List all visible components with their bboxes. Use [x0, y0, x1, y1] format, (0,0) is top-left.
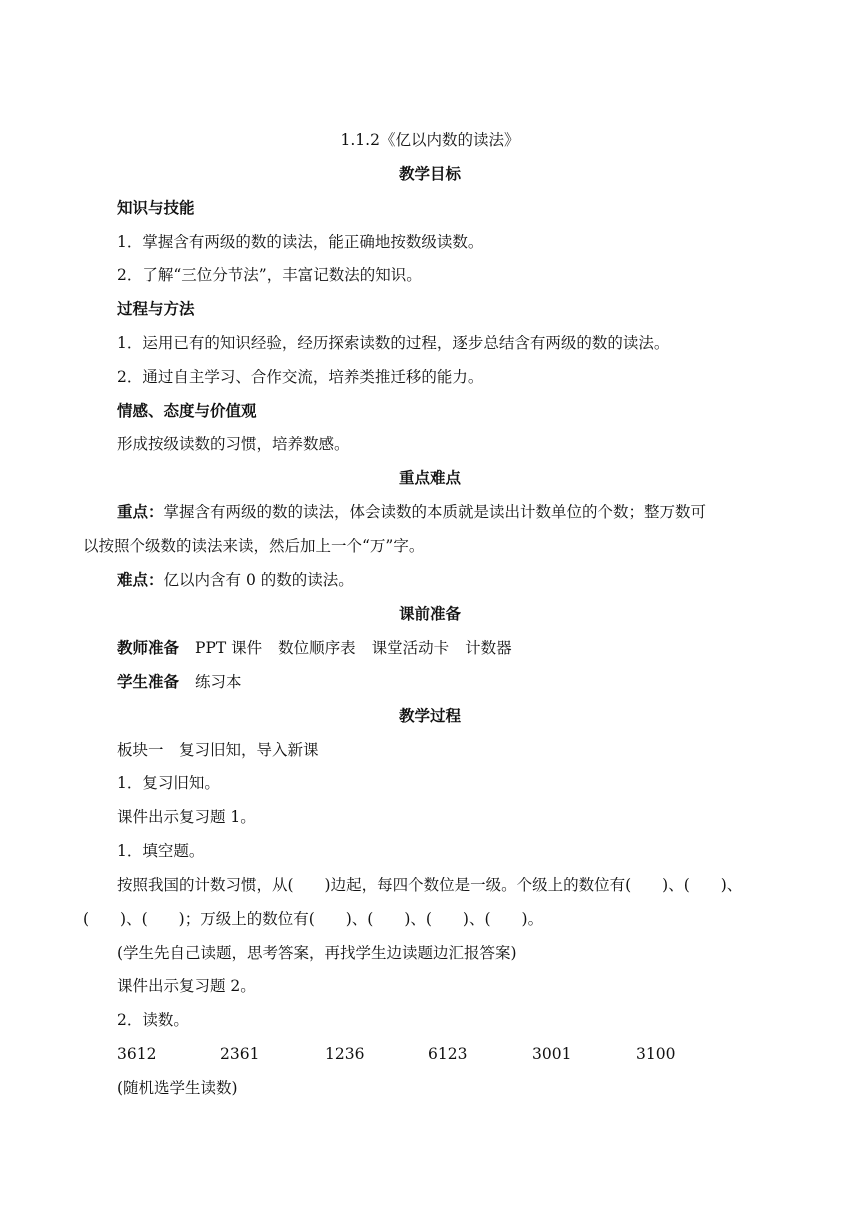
- process-block-title: 板块一 复习旧知，导入新课: [117, 741, 319, 759]
- question-text: ( )、( )；万级上的数位有( )、( )、( )、( )。: [83, 910, 544, 928]
- student-prep-item: 练习本: [195, 673, 242, 691]
- teacher-prep-item: PPT 课件: [195, 639, 263, 657]
- focus-label: 重点：: [117, 503, 164, 521]
- number-item: 2361: [220, 1045, 260, 1063]
- teacher-prep-item: 数位顺序表: [278, 639, 356, 657]
- method-heading: 过程与方法: [117, 300, 195, 318]
- number-item: 3612: [117, 1045, 157, 1063]
- number-item: 3100: [636, 1045, 676, 1063]
- knowledge-item: 2．了解“三位分节法”，丰富记数法的知识。: [117, 266, 422, 284]
- focus-continuation: 以按照个级数的读法来读，然后加上一个“万”字。: [83, 537, 425, 555]
- question-text: 按照我国的计数习惯，从( )边起，每四个数位是一级。个级上的数位有( )、( )、: [117, 876, 743, 894]
- student-prep-line: [117, 672, 242, 692]
- knowledge-heading: 知识与技能: [117, 199, 195, 217]
- emotion-heading: 情感、态度与价值观: [117, 402, 257, 420]
- knowledge-item: 1．掌握含有两级的数的读法，能正确地按数级读数。: [117, 233, 484, 251]
- student-prep-label: 学生准备: [117, 673, 180, 691]
- process-step: 1．复习旧知。: [117, 774, 220, 792]
- number-item: 1236: [325, 1045, 365, 1063]
- difficulty-text: 亿以内含有 0 的数的读法。: [163, 571, 354, 589]
- focus-text: 掌握含有两级的数的读法，体会读数的本质就是读出计数单位的个数；整万数可: [163, 503, 707, 521]
- teacher-prep-item: 计数器: [465, 639, 512, 657]
- teacher-note: (随机选学生读数): [117, 1079, 238, 1097]
- process-show: 课件出示复习题 2。: [117, 977, 256, 995]
- difficulty-label: 难点：: [117, 571, 164, 589]
- number-item: 3001: [532, 1045, 572, 1063]
- difficulty-paragraph: [117, 570, 354, 590]
- section-heading-process: 教学过程: [398, 707, 461, 725]
- question-title: 1．填空题。: [117, 842, 205, 860]
- question-title: 2．读数。: [117, 1011, 189, 1029]
- section-heading-prep: 课前准备: [398, 605, 461, 623]
- number-item: 6123: [428, 1045, 468, 1063]
- section-heading-goals: 教学目标: [398, 165, 461, 183]
- focus-paragraph: [117, 502, 706, 522]
- section-heading-key: 重点难点: [398, 469, 461, 487]
- teacher-prep-item: 课堂活动卡: [371, 639, 450, 657]
- process-show: 课件出示复习题 1。: [117, 808, 256, 826]
- teacher-note: (学生先自己读题，思考答案，再找学生边读题边汇报答案): [117, 944, 517, 962]
- page-title: 1.1.2《亿以内数的读法》: [340, 131, 520, 149]
- teacher-prep-label: 教师准备: [117, 639, 180, 657]
- method-item: 2．通过自主学习、合作交流，培养类推迁移的能力。: [117, 368, 484, 386]
- teacher-prep-line: [117, 638, 512, 658]
- method-item: 1．运用已有的知识经验，经历探索读数的过程，逐步总结含有两级的数的读法。: [117, 334, 670, 352]
- emotion-text: 形成按级读数的习惯，培养数感。: [117, 435, 350, 453]
